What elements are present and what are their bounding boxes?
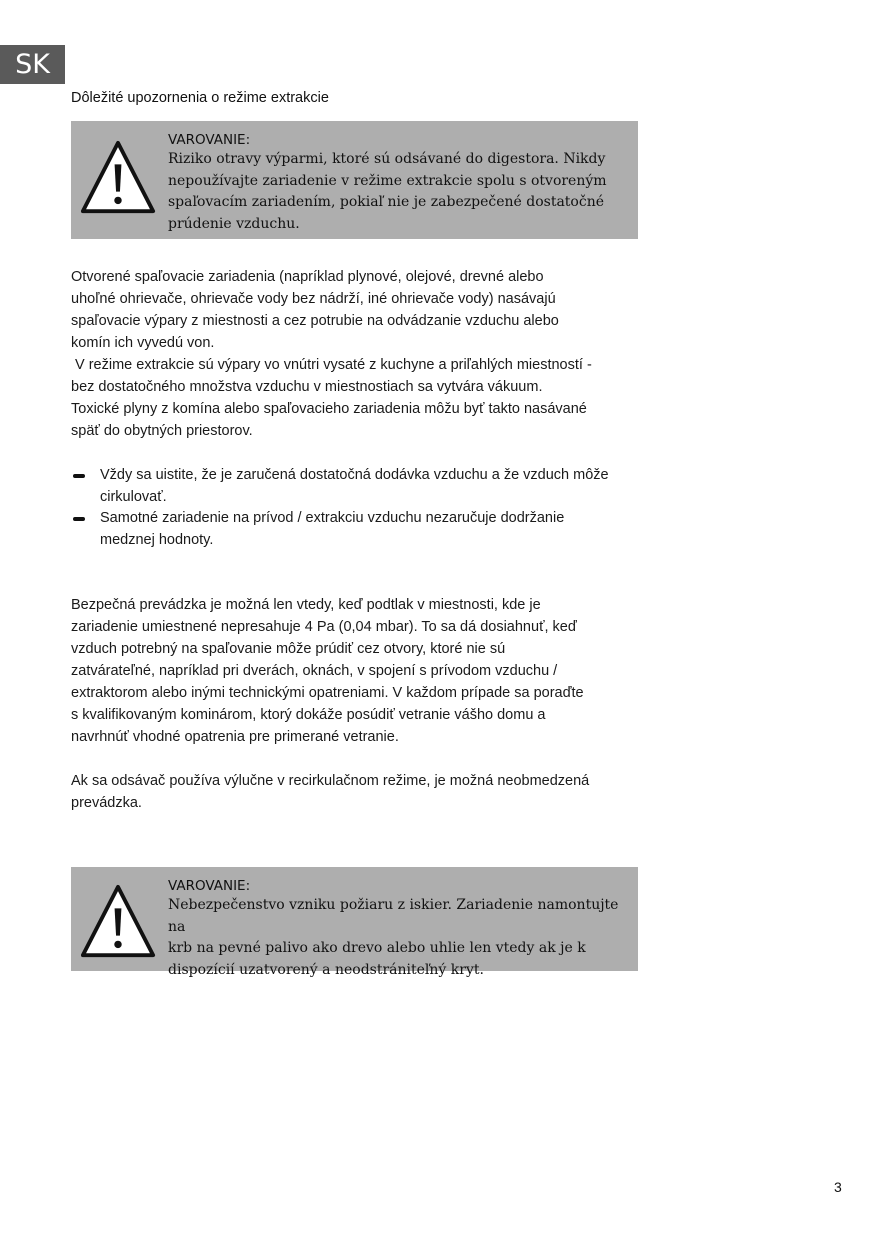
text-line: medznej hodnoty.	[100, 531, 214, 548]
list-item	[71, 508, 636, 551]
paragraph-recirculation	[71, 770, 631, 814]
warning-line: prúdenie vzduchu.	[168, 215, 300, 232]
warning-title: VAROVANIE:	[168, 878, 251, 894]
warning-title: VAROVANIE:	[168, 132, 251, 148]
bullet-icon	[73, 517, 85, 521]
text-line: uhoľné ohrievače, ohrievače vody bez nádrží, iné ohrievače vody) nasávajú	[71, 291, 556, 307]
paragraph-safe-operation	[71, 594, 631, 748]
warning-line: spaľovacím zariadením, pokiaľ nie je zabezpečené dostatočné	[168, 194, 605, 210]
text-line: Vždy sa uistite, že je zaručená dostatočná dodávka vzduchu a že vzduch môže	[100, 467, 609, 483]
warning-text	[168, 895, 628, 981]
paragraph-combustion-devices	[71, 266, 631, 442]
warning-line: dispozícií uzatvorený a neodstrániteľný kryt.	[168, 961, 484, 978]
warning-text	[168, 149, 628, 235]
bullet-icon	[73, 474, 85, 478]
text-line: Samotné zariadenie na prívod / extrakciu vzduchu nezaručuje dodržanie	[100, 510, 565, 526]
text-line: navrhnúť vhodné opatrenia pre primerané vetranie.	[71, 729, 399, 745]
warning-line: Nebezpečenstvo vzniku požiaru z iskier. Zariadenie namontujte na	[168, 897, 619, 935]
text-line: s kvalifikovaným kominárom, ktorý dokáže posúdiť vetranie vášho domu a	[71, 707, 546, 723]
warning-line: Riziko otravy výparmi, ktoré sú odsávané do digestora. Nikdy	[168, 151, 606, 167]
text-line: zariadenie umiestnené nepresahuje 4 Pa (0,04 mbar). To sa dá dosiahnuť, keď	[71, 619, 577, 635]
section-heading: Dôležité upozornenia o režime extrakcie	[71, 90, 329, 106]
text-line: zatvárateľné, napríklad pri dverách, oknách, v spojení s prívodom vzduchu /	[71, 663, 558, 679]
language-tab: SK	[0, 45, 65, 84]
text-line: vzduch potrebný na spaľovanie môže prúdiť cez otvory, ktoré nie sú	[71, 641, 506, 657]
text-line: Ak sa odsávač používa výlučne v recirkulačnom režime, je možná neobmedzená	[71, 773, 590, 789]
text-line: späť do obytných priestorov.	[71, 423, 253, 439]
text-line: extraktorom alebo inými technickými opatreniami. V každom prípade sa poraďte	[71, 685, 584, 701]
page-number: 3	[834, 1179, 842, 1195]
warning-line: krb na pevné palivo ako drevo alebo uhlie len vtedy ak je k	[168, 940, 586, 956]
text-line: prevádzka.	[71, 795, 142, 811]
text-line: Toxické plyny z komína alebo spaľovacieho zariadenia môžu byť takto nasávané	[71, 401, 587, 417]
warning-line: nepoužívajte zariadenie v režime extrakcie spolu s otvoreným	[168, 172, 607, 189]
warning-box-fire	[71, 867, 638, 978]
list-item	[71, 465, 636, 508]
bullet-list	[71, 465, 636, 551]
warning-triangle-icon	[79, 139, 157, 217]
text-line: Bezpečná prevádzka je možná len vtedy, keď podtlak v miestnosti, kde je	[71, 597, 541, 613]
text-line: Otvorené spaľovacie zariadenia (napríklad plynové, olejové, drevné alebo	[71, 269, 544, 285]
warning-box-fumes	[71, 121, 638, 239]
text-line: bez dostatočného množstva vzduchu v miestnostiach sa vytvára vákuum.	[71, 379, 543, 395]
text-line: komín ich vyvedú von.	[71, 335, 215, 351]
text-line: V režime extrakcie sú výpary vo vnútri vysaté z kuchyne a priľahlých miestností -	[71, 357, 592, 373]
text-line: spaľovacie výpary z miestnosti a cez potrubie na odvádzanie vzduchu alebo	[71, 313, 559, 329]
text-line: cirkulovať.	[100, 488, 167, 505]
warning-triangle-icon	[79, 883, 157, 961]
